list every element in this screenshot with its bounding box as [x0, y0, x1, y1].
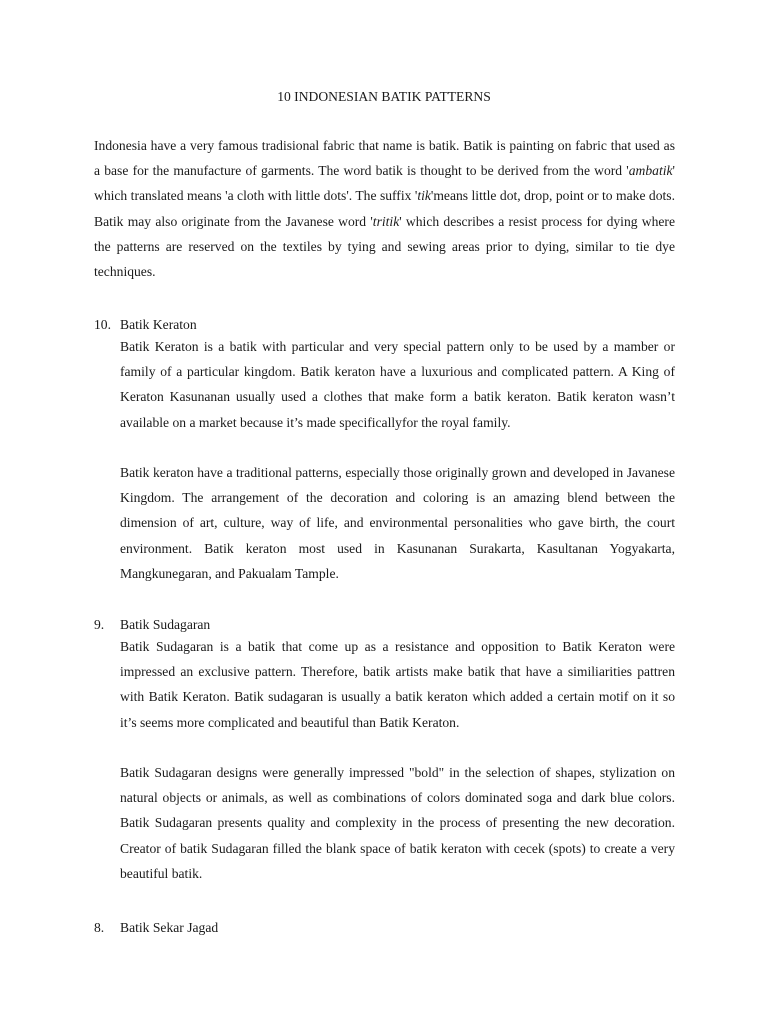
- section-paragraph: Batik Sudagaran designs were generally impressed "bold" in the selection of shapes, stylization on natural objects or animals, as well as combinations of colors dominated soga and dark blue colors. Batik Sudagaran presents quality and complexity in the process of presenting the new decoration. Creator of batik Sudagaran filled the blank space of batik keraton with cecek (spots) to create a very beautiful batik.: [120, 765, 675, 881]
- intro-italic-tritik: tritik: [372, 213, 400, 229]
- intro-text: Indonesia have a very famous tradisional fabric that name is batik. Batik is painting on fabric that used as a base for the manufacture of garments. The word batik is thought to be derived from the word ': [94, 138, 675, 179]
- section-title: Batik Keraton: [120, 317, 197, 332]
- section-number: 8.: [94, 920, 105, 935]
- intro-text: 'means little dot, drop, point or to make dots. Batik may also originate from the Javanese word ': [94, 188, 675, 229]
- intro-text: ' which translated means 'a cloth with little dots'. The suffix ': [94, 163, 675, 204]
- document-title: 10 INDONESIAN BATIK PATTERNS: [277, 89, 491, 104]
- intro-italic-tik: tik: [417, 188, 431, 204]
- section-paragraph: Batik keraton have a traditional patterns, especially those originally grown and developed in Javanese Kingdom. The arrangement of the decoration and coloring is an amazing blend between the dimension of art, culture, way of life, and environmental personalities who gave birth, the court environment. Batik keraton most used in Kasunanan Surakarta, Kasultanan Yogyakarta, Mangkunegaran, and Pakualam Tample.: [120, 465, 675, 581]
- section-heading-batik-sudagaran: [94, 616, 210, 634]
- section-number: 10.: [94, 317, 111, 332]
- section-number: 9.: [94, 617, 105, 632]
- section-title: Batik Sekar Jagad: [120, 920, 219, 935]
- section-paragraph: Batik Sudagaran is a batik that come up as a resistance and opposition to Batik Keraton were impressed an exclusive pattern. Therefore, batik artists make batik that have a similiarities pattren with Batik Keraton. Batik sudagaran is usually a batik keraton which added a certain motif on it so it’s seems more complicated and beautiful than Batik Keraton.: [120, 639, 675, 730]
- intro-italic-ambatik: ambatik: [628, 163, 673, 179]
- section-paragraph: Batik Keraton is a batik with particular and very special pattern only to be used by a mamber or family of a particular kingdom. Batik keraton have a luxurious and complicated pattern. A King of Keraton Kasunanan usually used a clothes that make form a batik keraton. Batik keraton wasn’t available on a market because it’s made specificallyfor the royal family.: [120, 339, 675, 430]
- section-title: Batik Sudagaran: [120, 617, 211, 632]
- intro-paragraph: [94, 133, 675, 284]
- intro-text: ' which describes a resist process for dying where the patterns are reserved on the textiles by tying and sewing areas prior to dying, similar to tie dye techniques.: [94, 213, 675, 280]
- section-heading-batik-sekar-jagad: [94, 919, 218, 937]
- section-heading-batik-keraton: [94, 316, 197, 334]
